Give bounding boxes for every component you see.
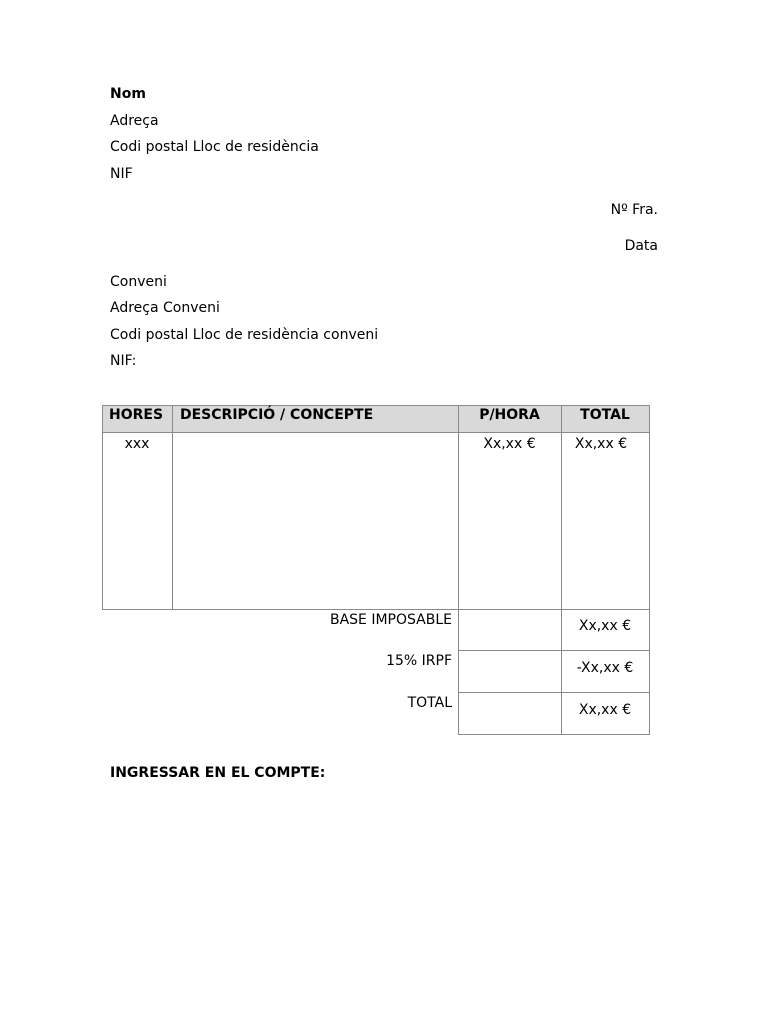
summary-value-irpf: -Xx,xx € — [576, 660, 634, 676]
header-total: TOTAL — [580, 407, 630, 423]
sender-name: Nom — [110, 86, 146, 102]
sender-nif: NIF — [110, 166, 133, 182]
header-hores: HORES — [109, 407, 164, 423]
recipient-address: Adreça Conveni — [110, 300, 220, 316]
summary-row-border-2 — [458, 692, 650, 693]
invoice-table — [102, 405, 650, 735]
header-descripcio: DESCRIPCIÓ / CONCEPTE — [180, 407, 374, 423]
invoice-number-label: Nº Fra. — [610, 202, 658, 218]
summary-label-irpf: 15% IRPF — [386, 653, 452, 669]
table-body-bottom-border — [102, 609, 650, 610]
summary-label-total: TOTAL — [407, 695, 452, 711]
recipient-name: Conveni — [110, 274, 167, 290]
table-col-divider-2 — [458, 405, 459, 735]
recipient-nif: NIF: — [110, 353, 137, 369]
table-top-border — [102, 405, 650, 406]
summary-value-total: Xx,xx € — [578, 702, 632, 718]
summary-bottom-border — [458, 734, 650, 735]
header-preu-hora: P/HORA — [479, 407, 540, 423]
cell-hours: xxx — [124, 436, 150, 452]
cell-price-hour: Xx,xx € — [483, 436, 536, 452]
table-header-border — [102, 432, 650, 433]
invoice-date-label: Data — [624, 238, 658, 254]
table-right-border — [649, 405, 650, 735]
table-col-divider-1 — [172, 405, 173, 610]
summary-row-border-1 — [458, 650, 650, 651]
summary-label-base: BASE IMPOSABLE — [329, 612, 452, 628]
cell-total: Xx,xx € — [574, 436, 628, 452]
table-col-divider-3 — [561, 405, 562, 735]
recipient-postal-city: Codi postal Lloc de residència conveni — [110, 327, 379, 343]
account-label: INGRESSAR EN EL COMPTE: — [110, 765, 326, 781]
summary-value-base: Xx,xx € — [578, 618, 632, 634]
sender-postal-city: Codi postal Lloc de residència — [110, 139, 319, 155]
sender-address: Adreça — [110, 113, 159, 129]
